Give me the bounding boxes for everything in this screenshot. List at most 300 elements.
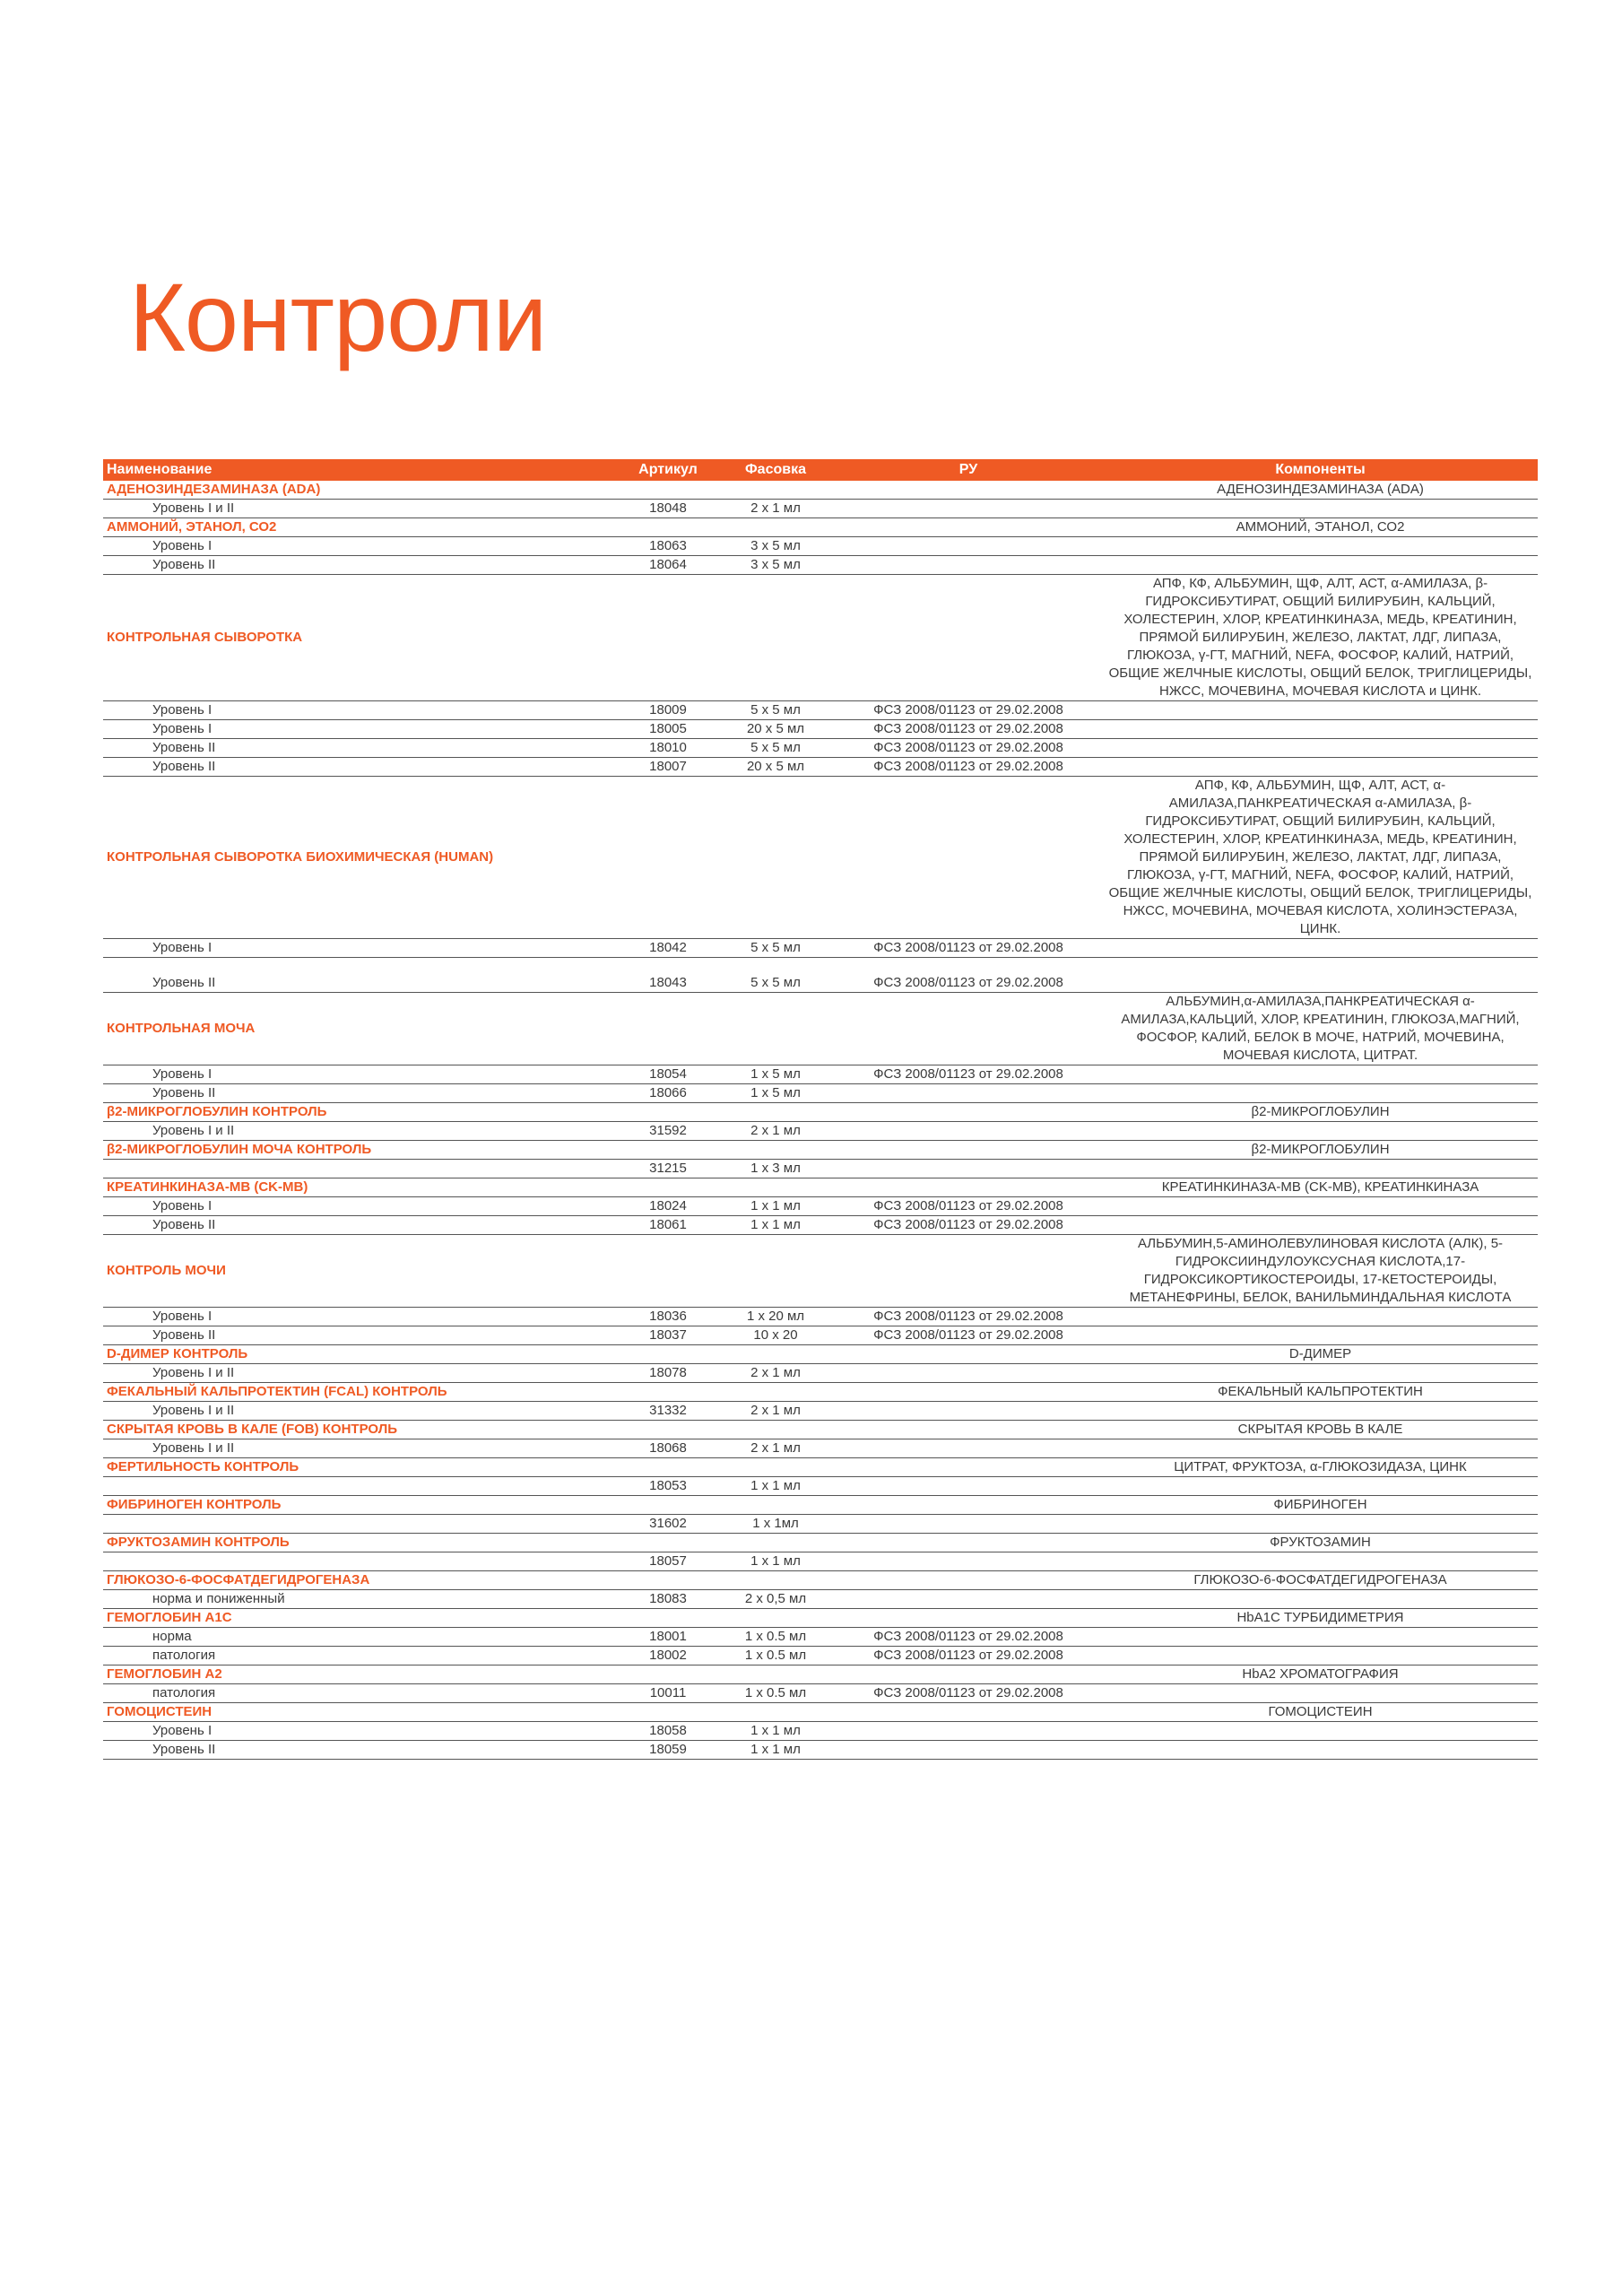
group-article-cell xyxy=(619,1534,717,1552)
group-row xyxy=(103,1458,1538,1477)
table-row xyxy=(103,1326,1538,1345)
group-name-cell xyxy=(103,1235,619,1307)
row-ru: ФСЗ 2008/01123 от 29.02.2008 xyxy=(873,975,1063,990)
group-row xyxy=(103,1141,1538,1160)
row-ru xyxy=(834,1590,1103,1608)
group-components: АПФ, КФ, АЛЬБУМИН, ЩФ, АЛТ, АСТ, α-АМИЛАЗА, β-ГИДРОКСИБУТИРАТ, ОБЩИЙ БИЛИРУБИН, КАЛЬЦИЙ, ХОЛЕСТЕРИН, ХЛОР, КРЕАТИНКИНАЗА, МЕДЬ, КРЕАТИНИН, ПРЯМОЙ БИЛИРУБИН, ЖЕЛЕЗО, ЛАКТАТ, ЛДГ, ЛИПАЗА, ГЛЮКОЗА, γ-ГТ, МАГНИЙ, NEFA, ФОСФОР, КАЛИЙ, НАТРИЙ, ОБЩИЕ ЖЕЛЧНЫЕ КИСЛОТЫ, ОБЩИЙ БЕЛОК, ТРИГЛИЦЕРИДЫ, НЖСС, МОЧЕВИНА, МОЧЕВАЯ КИСЛОТА и ЦИНК. xyxy=(1108,576,1532,699)
table-row xyxy=(103,1065,1538,1084)
group-row xyxy=(103,1345,1538,1364)
group-article-cell xyxy=(619,1458,717,1476)
group-name-cell xyxy=(103,1571,619,1589)
group-name-cell xyxy=(103,1458,619,1476)
group-components: HbA1C ТУРБИДИМЕТРИЯ xyxy=(1236,1610,1404,1625)
row-article: 18078 xyxy=(649,1365,687,1380)
group-ru-cell xyxy=(834,1665,1103,1683)
group-row xyxy=(103,777,1538,939)
group-name: КОНТРОЛЬ МОЧИ xyxy=(107,1263,226,1278)
row-pack: 1 х 5 мл xyxy=(750,1066,801,1082)
group-row xyxy=(103,1571,1538,1590)
row-ru: ФСЗ 2008/01123 от 29.02.2008 xyxy=(873,1629,1063,1644)
row-article: 18054 xyxy=(649,1066,687,1082)
group-components: КРЕАТИНКИНАЗА-MB (CK-MB), КРЕАТИНКИНАЗА xyxy=(1161,1179,1479,1195)
row-components xyxy=(1103,974,1538,992)
row-ru: ФСЗ 2008/01123 от 29.02.2008 xyxy=(873,1066,1063,1082)
row-ru xyxy=(834,1364,1103,1382)
row-components xyxy=(1103,1065,1538,1083)
row-name: норма xyxy=(152,1629,192,1644)
group-article-cell xyxy=(619,1421,717,1439)
table-row xyxy=(103,939,1538,958)
row-pack: 1 х 1мл xyxy=(752,1516,799,1531)
group-name-cell xyxy=(103,481,619,499)
group-name: АММОНИЙ, ЭТАНОЛ, СО2 xyxy=(107,519,277,535)
group-article-cell xyxy=(619,1178,717,1196)
group-pack-cell xyxy=(717,1665,834,1683)
row-pack: 2 х 1 мл xyxy=(750,500,801,516)
row-components xyxy=(1103,1216,1538,1234)
row-article: 18009 xyxy=(649,702,687,718)
group-ru-cell xyxy=(834,575,1103,700)
row-pack: 5 х 5 мл xyxy=(750,940,801,955)
row-components xyxy=(1103,1722,1538,1740)
group-name-cell xyxy=(103,575,619,700)
group-ru-cell xyxy=(834,1345,1103,1363)
row-components xyxy=(1103,1684,1538,1702)
group-components: СКРЫТАЯ КРОВЬ В КАЛЕ xyxy=(1237,1422,1403,1437)
header-article: Артикул xyxy=(638,462,698,477)
group-ru-cell xyxy=(834,1383,1103,1401)
row-ru: ФСЗ 2008/01123 от 29.02.2008 xyxy=(873,1648,1063,1663)
row-components xyxy=(1103,1741,1538,1759)
row-article: 18059 xyxy=(649,1742,687,1757)
row-name: Уровень I xyxy=(152,721,213,736)
row-ru xyxy=(834,1741,1103,1759)
group-article-cell xyxy=(619,1703,717,1721)
table-row xyxy=(103,1439,1538,1458)
table-row xyxy=(103,1216,1538,1235)
row-pack: 5 х 5 мл xyxy=(750,702,801,718)
row-components xyxy=(1103,1647,1538,1665)
group-name-cell xyxy=(103,1141,619,1159)
group-components: АДЕНОЗИНДЕЗАМИНАЗА (ADA) xyxy=(1217,482,1424,497)
group-name-cell xyxy=(103,1703,619,1721)
group-components: ГЛЮКОЗО-6-ФОСФАТДЕГИДРОГЕНАЗА xyxy=(1193,1572,1447,1587)
row-components xyxy=(1103,1122,1538,1140)
row-components xyxy=(1103,1084,1538,1102)
group-ru-cell xyxy=(834,1103,1103,1121)
group-pack-cell xyxy=(717,1703,834,1721)
row-components xyxy=(1103,1308,1538,1326)
group-pack-cell xyxy=(717,993,834,1065)
table-row xyxy=(103,537,1538,556)
row-article: 10011 xyxy=(649,1685,687,1700)
row-name: Уровень I и II xyxy=(152,1440,235,1456)
row-components xyxy=(1103,537,1538,555)
table-row xyxy=(103,1552,1538,1571)
group-name-cell xyxy=(103,1345,619,1363)
group-name-cell xyxy=(103,993,619,1065)
row-name: Уровень II xyxy=(152,1742,216,1757)
row-name: Уровень I xyxy=(152,1198,213,1213)
group-name: ФИБРИНОГЕН КОНТРОЛЬ xyxy=(107,1497,282,1512)
group-name: ГЕМОГЛОБИН А1С xyxy=(107,1610,232,1625)
row-article: 18053 xyxy=(649,1478,687,1493)
row-pack: 2 х 0,5 мл xyxy=(744,1591,807,1606)
row-article: 18058 xyxy=(649,1723,687,1738)
group-name: СКРЫТАЯ КРОВЬ В КАЛЕ (FOB) КОНТРОЛЬ xyxy=(107,1422,398,1437)
group-name: β2-МИКРОГЛОБУЛИН КОНТРОЛЬ xyxy=(107,1104,327,1119)
group-row xyxy=(103,1496,1538,1515)
row-pack: 2 х 1 мл xyxy=(750,1440,801,1456)
group-name-cell xyxy=(103,1665,619,1683)
row-ru: ФСЗ 2008/01123 от 29.02.2008 xyxy=(873,1198,1063,1213)
table-row xyxy=(103,1122,1538,1141)
row-pack: 1 х 1 мл xyxy=(750,1198,801,1213)
group-row xyxy=(103,1383,1538,1402)
group-row xyxy=(103,1703,1538,1722)
group-pack-cell xyxy=(717,1609,834,1627)
row-article: 18057 xyxy=(649,1553,687,1569)
group-ru-cell xyxy=(834,1534,1103,1552)
row-article: 18001 xyxy=(649,1629,687,1644)
group-components: ГОМОЦИСТЕИН xyxy=(1268,1704,1373,1719)
group-name-cell xyxy=(103,518,619,536)
row-components xyxy=(1103,758,1538,776)
group-ru-cell xyxy=(834,1141,1103,1159)
page-title: Контроли xyxy=(129,263,547,371)
group-row xyxy=(103,1178,1538,1197)
group-ru-cell xyxy=(834,993,1103,1065)
group-name-cell xyxy=(103,1103,619,1121)
group-name: КОНТРОЛЬНАЯ МОЧА xyxy=(107,1021,256,1036)
row-pack: 1 х 20 мл xyxy=(746,1309,805,1324)
group-ru-cell xyxy=(834,1609,1103,1627)
group-components: β2-МИКРОГЛОБУЛИН xyxy=(1251,1104,1390,1119)
group-row xyxy=(103,575,1538,701)
group-ru-cell xyxy=(834,1421,1103,1439)
group-components: АПФ, КФ, АЛЬБУМИН, ЩФ, АЛТ, АСТ, α-АМИЛАЗА,ПАНКРЕАТИЧЕСКАЯ α-АМИЛАЗА, β-ГИДРОКСИБУТИРАТ, ОБЩИЙ БИЛИРУБИН, КАЛЬЦИЙ, ХОЛЕСТЕРИН, ХЛОР, КРЕАТИНКИНАЗА, МЕДЬ, КРЕАТИНИН, ПРЯМОЙ БИЛИРУБИН, ЖЕЛЕЗО, ЛАКТАТ, ЛДГ, ЛИПАЗА, ГЛЮКОЗА, γ-ГТ, МАГНИЙ, NEFA, ФОСФОР, КАЛИЙ, НАТРИЙ, ОБЩИЕ ЖЕЛЧНЫЕ КИСЛОТЫ, ОБЩИЙ БЕЛОК, ТРИГЛИЦЕРИДЫ, НЖСС, МОЧЕВИНА, МОЧЕВАЯ КИСЛОТА, ХОЛИНЭСТЕРАЗА, ЦИНК. xyxy=(1108,778,1532,936)
row-components xyxy=(1103,556,1538,574)
table-row xyxy=(103,556,1538,575)
table-header xyxy=(103,459,1538,481)
group-row xyxy=(103,1665,1538,1684)
row-ru xyxy=(834,1084,1103,1102)
header-pack: Фасовка xyxy=(745,462,806,477)
group-ru-cell xyxy=(834,777,1103,938)
group-article-cell xyxy=(619,1383,717,1401)
table-row xyxy=(103,1084,1538,1103)
row-components xyxy=(1103,1197,1538,1215)
row-article: 18005 xyxy=(649,721,687,736)
row-components xyxy=(1103,1590,1538,1608)
row-pack: 1 х 0.5 мл xyxy=(744,1648,807,1663)
row-name: Уровень II xyxy=(152,1085,216,1100)
row-pack: 1 х 1 мл xyxy=(750,1553,801,1569)
group-name: ГОМОЦИСТЕИН xyxy=(107,1704,213,1719)
row-pack: 20 х 5 мл xyxy=(746,759,805,774)
row-ru xyxy=(834,1515,1103,1533)
row-article: 18063 xyxy=(649,538,687,553)
table-row xyxy=(103,1515,1538,1534)
group-article-cell xyxy=(619,481,717,499)
group-article-cell xyxy=(619,1235,717,1307)
group-name: ФЕРТИЛЬНОСТЬ КОНТРОЛЬ xyxy=(107,1459,299,1474)
row-article: 18064 xyxy=(649,557,687,572)
row-components xyxy=(1103,500,1538,517)
row-name: Уровень I xyxy=(152,1309,213,1324)
table-row xyxy=(103,1364,1538,1383)
row-components xyxy=(1103,701,1538,719)
group-name: β2-МИКРОГЛОБУЛИН МОЧА КОНТРОЛЬ xyxy=(107,1142,372,1157)
row-article: 18083 xyxy=(649,1591,687,1606)
group-ru-cell xyxy=(834,1703,1103,1721)
group-article-cell xyxy=(619,777,717,938)
row-components xyxy=(1103,720,1538,738)
row-article: 18024 xyxy=(649,1198,687,1213)
row-name: Уровень I xyxy=(152,940,213,955)
row-ru: ФСЗ 2008/01123 от 29.02.2008 xyxy=(873,1685,1063,1700)
row-pack: 2 х 1 мл xyxy=(750,1123,801,1138)
controls-table xyxy=(103,459,1538,1760)
row-article: 18048 xyxy=(649,500,687,516)
table-row xyxy=(103,1628,1538,1647)
row-ru: ФСЗ 2008/01123 от 29.02.2008 xyxy=(873,1309,1063,1324)
row-article: 18066 xyxy=(649,1085,687,1100)
group-name-cell xyxy=(103,777,619,938)
row-components xyxy=(1103,1439,1538,1457)
row-name: Уровень I xyxy=(152,1723,213,1738)
group-name: КОНТРОЛЬНАЯ СЫВОРОТКА БИОХИМИЧЕСКАЯ (HUMAN) xyxy=(107,849,494,865)
group-article-cell xyxy=(619,575,717,700)
row-name: Уровень I xyxy=(152,1066,213,1082)
row-components xyxy=(1103,739,1538,757)
group-name: ФРУКТОЗАМИН КОНТРОЛЬ xyxy=(107,1535,290,1550)
row-article: 18043 xyxy=(649,975,687,990)
group-ru-cell xyxy=(834,481,1103,499)
group-row xyxy=(103,518,1538,537)
table-row xyxy=(103,1197,1538,1216)
group-article-cell xyxy=(619,1345,717,1363)
group-components: ЦИТРАТ, ФРУКТОЗА, α-ГЛЮКОЗИДАЗА, ЦИНК xyxy=(1174,1459,1467,1474)
table-row xyxy=(103,1308,1538,1326)
table-row xyxy=(103,1477,1538,1496)
group-components: ФЕКАЛЬНЫЙ КАЛЬПРОТЕКТИН xyxy=(1218,1384,1423,1399)
row-article: 18007 xyxy=(649,759,687,774)
row-name xyxy=(103,1160,619,1178)
group-name: ГЕМОГЛОБИН А2 xyxy=(107,1666,222,1682)
group-pack-cell xyxy=(717,1345,834,1363)
group-row xyxy=(103,1609,1538,1628)
group-row xyxy=(103,481,1538,500)
row-components xyxy=(1103,939,1538,957)
row-name: Уровень II xyxy=(152,1327,216,1343)
group-ru-cell xyxy=(834,1571,1103,1589)
table-row xyxy=(103,1402,1538,1421)
row-name: Уровень II xyxy=(152,975,216,990)
row-components xyxy=(1103,1552,1538,1570)
group-row xyxy=(103,1235,1538,1308)
row-name: патология xyxy=(152,1648,216,1663)
row-pack: 1 х 1 мл xyxy=(750,1742,801,1757)
row-components xyxy=(1103,1515,1538,1533)
row-ru xyxy=(834,1402,1103,1420)
group-components: β2-МИКРОГЛОБУЛИН xyxy=(1251,1142,1390,1157)
row-name: Уровень I и II xyxy=(152,1123,235,1138)
row-pack: 3 х 5 мл xyxy=(750,538,801,553)
row-article: 31215 xyxy=(649,1161,687,1176)
group-name-cell xyxy=(103,1178,619,1196)
group-components: ФИБРИНОГЕН xyxy=(1273,1497,1367,1512)
group-pack-cell xyxy=(717,1458,834,1476)
group-article-cell xyxy=(619,1609,717,1627)
group-article-cell xyxy=(619,1496,717,1514)
row-ru: ФСЗ 2008/01123 от 29.02.2008 xyxy=(873,940,1063,955)
row-article: 31332 xyxy=(649,1403,687,1418)
row-ru: ФСЗ 2008/01123 от 29.02.2008 xyxy=(873,1327,1063,1343)
row-article: 18036 xyxy=(649,1309,687,1324)
row-pack: 5 х 5 мл xyxy=(750,740,801,755)
group-pack-cell xyxy=(717,1103,834,1121)
row-components xyxy=(1103,1364,1538,1382)
row-ru xyxy=(834,1439,1103,1457)
row-pack: 1 х 1 мл xyxy=(750,1478,801,1493)
row-pack: 2 х 1 мл xyxy=(750,1365,801,1380)
group-article-cell xyxy=(619,1141,717,1159)
group-pack-cell xyxy=(717,1141,834,1159)
row-name: норма и пониженный xyxy=(152,1591,285,1606)
group-name-cell xyxy=(103,1609,619,1627)
row-ru: ФСЗ 2008/01123 от 29.02.2008 xyxy=(873,721,1063,736)
row-name: Уровень I и II xyxy=(152,1365,235,1380)
group-row xyxy=(103,993,1538,1065)
row-ru: ФСЗ 2008/01123 от 29.02.2008 xyxy=(873,740,1063,755)
table-row xyxy=(103,1590,1538,1609)
row-name xyxy=(103,1515,619,1533)
table-row xyxy=(103,720,1538,739)
row-name: Уровень II xyxy=(152,1217,216,1232)
group-row xyxy=(103,1421,1538,1439)
group-row xyxy=(103,1534,1538,1552)
row-article: 18010 xyxy=(649,740,687,755)
row-pack: 10 х 20 xyxy=(753,1327,798,1343)
group-article-cell xyxy=(619,993,717,1065)
row-ru: ФСЗ 2008/01123 от 29.02.2008 xyxy=(873,702,1063,718)
group-ru-cell xyxy=(834,518,1103,536)
group-row xyxy=(103,1103,1538,1122)
group-name-cell xyxy=(103,1421,619,1439)
row-article: 18042 xyxy=(649,940,687,955)
group-components: D-ДИМЕР xyxy=(1288,1346,1352,1361)
row-ru xyxy=(834,537,1103,555)
row-name: Уровень I и II xyxy=(152,1403,235,1418)
row-article: 31592 xyxy=(649,1123,687,1138)
table-row xyxy=(103,1741,1538,1760)
group-components: АЛЬБУМИН,5-АМИНОЛЕВУЛИНОВАЯ КИСЛОТА (АЛК), 5-ГИДРОКСИИНДУЛОУКСУСНАЯ КИСЛОТА,17-ГИДРОКСИКОРТИКОСТЕРОИДЫ, 17-КЕТОСТЕРОИДЫ, МЕТАНЕФРИНЫ, БЕЛОК, ВАНИЛЬМИНДАЛЬНАЯ КИСЛОТА xyxy=(1129,1236,1512,1305)
group-name-cell xyxy=(103,1383,619,1401)
row-pack: 1 х 1 мл xyxy=(750,1723,801,1738)
group-ru-cell xyxy=(834,1496,1103,1514)
header-ru: РУ xyxy=(958,462,978,477)
table-row xyxy=(103,1684,1538,1703)
header-components: Компоненты xyxy=(1275,462,1366,477)
row-ru xyxy=(834,1552,1103,1570)
row-article: 18061 xyxy=(649,1217,687,1232)
row-article: 18068 xyxy=(649,1440,687,1456)
group-name-cell xyxy=(103,1496,619,1514)
group-pack-cell xyxy=(717,481,834,499)
group-pack-cell xyxy=(717,1383,834,1401)
row-ru xyxy=(834,1477,1103,1495)
header-name: Наименование xyxy=(107,462,213,477)
row-pack: 1 х 3 мл xyxy=(750,1161,801,1176)
row-components xyxy=(1103,1477,1538,1495)
group-name: КРЕАТИНКИНАЗА-MB (CK-MB) xyxy=(107,1179,308,1195)
table-row xyxy=(103,701,1538,720)
row-ru xyxy=(834,1160,1103,1178)
table-row xyxy=(103,758,1538,777)
group-name: ФЕКАЛЬНЫЙ КАЛЬПРОТЕКТИН (FCAL) КОНТРОЛЬ xyxy=(107,1384,447,1399)
group-components: ФРУКТОЗАМИН xyxy=(1270,1535,1371,1550)
row-name: Уровень I xyxy=(152,538,213,553)
row-ru xyxy=(834,1722,1103,1740)
group-pack-cell xyxy=(717,1534,834,1552)
group-article-cell xyxy=(619,1571,717,1589)
group-pack-cell xyxy=(717,575,834,700)
group-components: HbA2 ХРОМАТОГРАФИЯ xyxy=(1242,1666,1399,1682)
group-ru-cell xyxy=(834,1235,1103,1307)
row-ru xyxy=(834,1122,1103,1140)
group-ru-cell xyxy=(834,1458,1103,1476)
group-pack-cell xyxy=(717,777,834,938)
table-row xyxy=(103,739,1538,758)
row-pack: 1 х 1 мл xyxy=(750,1217,801,1232)
group-pack-cell xyxy=(717,1235,834,1307)
group-pack-cell xyxy=(717,1178,834,1196)
group-name: ГЛЮКОЗО-6-ФОСФАТДЕГИДРОГЕНАЗА xyxy=(107,1572,370,1587)
row-components xyxy=(1103,1628,1538,1646)
row-pack: 2 х 1 мл xyxy=(750,1403,801,1418)
group-name: КОНТРОЛЬНАЯ СЫВОРОТКА xyxy=(107,630,303,645)
group-components: АЛЬБУМИН,α-АМИЛАЗА,ПАНКРЕАТИЧЕСКАЯ α-АМИЛАЗА,КАЛЬЦИЙ, ХЛОР, КРЕАТИНИН, ГЛЮКОЗА,МАГНИЙ, ФОСФОР, КАЛИЙ, БЕЛОК В МОЧЕ, НАТРИЙ, МОЧЕВИНА, МОЧЕВАЯ КИСЛОТА, ЦИТРАТ. xyxy=(1121,994,1520,1063)
row-ru xyxy=(834,500,1103,517)
table-body xyxy=(103,481,1538,1760)
row-article: 31602 xyxy=(649,1516,687,1531)
row-name: патология xyxy=(152,1685,216,1700)
row-pack: 1 х 0.5 мл xyxy=(744,1685,807,1700)
row-article: 18037 xyxy=(649,1327,687,1343)
row-ru: ФСЗ 2008/01123 от 29.02.2008 xyxy=(873,1217,1063,1232)
table-row xyxy=(103,1647,1538,1665)
table-row xyxy=(103,1722,1538,1741)
group-pack-cell xyxy=(717,1571,834,1589)
row-name: Уровень II xyxy=(152,557,216,572)
row-pack: 3 х 5 мл xyxy=(750,557,801,572)
row-pack: 20 х 5 мл xyxy=(746,721,805,736)
group-pack-cell xyxy=(717,518,834,536)
group-ru-cell xyxy=(834,1178,1103,1196)
group-name: D-ДИМЕР КОНТРОЛЬ xyxy=(107,1346,248,1361)
row-name: Уровень II xyxy=(152,759,216,774)
row-name xyxy=(103,1477,619,1495)
group-pack-cell xyxy=(717,1421,834,1439)
group-name-cell xyxy=(103,1534,619,1552)
group-components: АММОНИЙ, ЭТАНОЛ, СО2 xyxy=(1236,519,1405,535)
row-components xyxy=(1103,1326,1538,1344)
row-name xyxy=(103,1552,619,1570)
row-pack: 5 х 5 мл xyxy=(750,975,801,990)
group-article-cell xyxy=(619,518,717,536)
row-name: Уровень I и II xyxy=(152,500,235,516)
